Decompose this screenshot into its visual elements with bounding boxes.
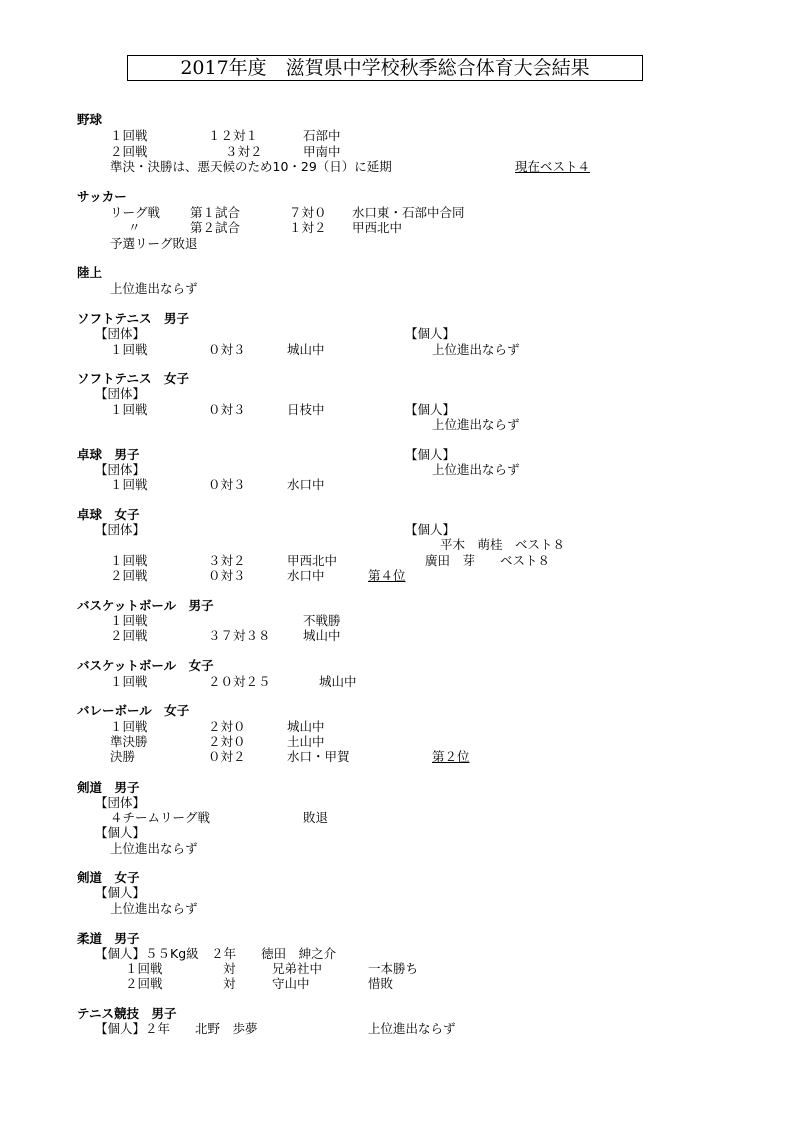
round-label: ２回戦 [110, 628, 148, 643]
section-heading-soft-tennis-girls: ソフトテニス 女子 [77, 371, 190, 386]
team-detail: ４チームリーグ戦 [110, 810, 211, 825]
round-label: １回戦 [110, 553, 148, 568]
round-label: １回戦 [110, 342, 148, 357]
round-label: ２回戦 [125, 976, 163, 991]
section-heading-kendo-boys: 剣道 男子 [77, 780, 140, 795]
score: ２０対２５ [208, 674, 271, 689]
score: ０対３ [208, 477, 246, 492]
team-label: 【団体】 [95, 386, 146, 401]
team-result: 敗退 [303, 810, 329, 825]
individual-result: 上位進出ならず [110, 901, 198, 916]
score: １２対１ [208, 128, 259, 143]
individual-label: 【個人】 [405, 447, 456, 462]
round-label: １回戦 [110, 477, 148, 492]
section-heading-basketball-boys: バスケットボール 男子 [77, 598, 214, 613]
opponent: 甲南中 [303, 144, 341, 159]
individual-result: 上位進出ならず [432, 342, 520, 357]
score: ３対２ [208, 553, 246, 568]
match-result: 惜敗 [368, 976, 394, 991]
game-label: 第２試合 [190, 220, 241, 235]
opponent: 城山中 [303, 628, 341, 643]
section-heading-soft-tennis-boys: ソフトテニス 男子 [77, 311, 190, 326]
round-label: １回戦 [110, 719, 148, 734]
score: ０対３ [208, 342, 246, 357]
versus: 対 [223, 976, 236, 991]
round-label: 準決勝 [110, 734, 148, 749]
round-label: １回戦 [110, 128, 148, 143]
individual-entry: 【個人】２年 北野 歩夢 [95, 1021, 258, 1036]
postponement-note: 準決・決勝は、悪天候のため10・29（日）に延期 [110, 159, 392, 174]
opponent: 水口・甲賀 [287, 749, 350, 764]
score: ２対０ [208, 734, 246, 749]
individual-result: 上位進出ならず [432, 417, 520, 432]
score: １対２ [289, 220, 327, 235]
section-heading-soccer: サッカー [77, 189, 127, 204]
round-label: ２回戦 [110, 144, 148, 159]
section-heading-tennis-boys: テニス競技 男子 [77, 1006, 177, 1021]
opponent: 甲西北中 [352, 220, 403, 235]
round-label: １回戦 [110, 674, 148, 689]
round-label: ２回戦 [110, 568, 148, 583]
section-heading-kendo-girls: 剣道 女子 [77, 870, 140, 885]
game-label: 第１試合 [190, 205, 241, 220]
individual-label: 【個人】 [405, 326, 456, 341]
opponent: 城山中 [287, 342, 325, 357]
section-heading-baseball: 野球 [77, 112, 103, 127]
section-heading-volleyball-girls: バレーボール 女子 [77, 703, 190, 718]
score: ０対２ [208, 749, 246, 764]
opponent: 城山中 [319, 674, 357, 689]
player-result: 廣田 芽 ベスト８ [425, 553, 551, 568]
opponent: 兄弟社中 [272, 961, 323, 976]
document-title: 2017年度 滋賀県中学校秋季総合体育大会結果 [127, 55, 643, 81]
opponent: 甲西北中 [287, 553, 338, 568]
individual-label: 【個人】 [95, 885, 146, 900]
individual-result: 上位進出ならず [432, 462, 520, 477]
round-label: 決勝 [110, 749, 136, 764]
section-heading-judo-boys: 柔道 男子 [77, 931, 140, 946]
opponent: 石部中 [303, 128, 341, 143]
score: 不戦勝 [303, 613, 341, 628]
round-label: １回戦 [110, 402, 148, 417]
score: ７対０ [289, 205, 327, 220]
player-result: 平木 萌桂 ベスト８ [440, 537, 566, 552]
team-label: 【団体】 [95, 326, 146, 341]
final-result: 上位進出ならず [110, 281, 198, 296]
section-heading-basketball-girls: バスケットボール 女子 [77, 658, 214, 673]
section-heading-table-tennis-boys: 卓球 男子 [77, 447, 140, 462]
versus: 対 [223, 961, 236, 976]
score: ０対３ [208, 402, 246, 417]
opponent: 水口東・石部中合同 [352, 205, 465, 220]
match-result: 一本勝ち [368, 961, 419, 976]
score: ３７対３８ [208, 628, 271, 643]
opponent: 水口中 [287, 477, 325, 492]
opponent: 水口中 [287, 568, 325, 583]
section-heading-track: 陸上 [77, 265, 103, 280]
final-result: 予選リーグ敗退 [110, 236, 198, 251]
final-result: 現在ベスト４ [515, 159, 591, 174]
score: ３対２ [225, 144, 263, 159]
individual-entry: 【個人】５５Kg級 ２年 徳田 紳之介 [95, 946, 337, 961]
score: ０対３ [208, 568, 246, 583]
round-label: １回戦 [110, 613, 148, 628]
round-label: １回戦 [125, 961, 163, 976]
team-label: 【団体】 [95, 795, 146, 810]
league-label: リーグ戦 [110, 205, 161, 220]
opponent: 城山中 [287, 719, 325, 734]
individual-label: 【個人】 [405, 402, 456, 417]
final-result: 第４位 [368, 568, 406, 583]
opponent: 日枝中 [287, 402, 325, 417]
team-label: 【団体】 [95, 522, 146, 537]
individual-result: 上位進出ならず [110, 841, 198, 856]
opponent: 土山中 [287, 734, 325, 749]
individual-label: 【個人】 [95, 825, 146, 840]
individual-label: 【個人】 [405, 522, 456, 537]
team-label: 【団体】 [95, 462, 146, 477]
score: ２対０ [208, 719, 246, 734]
section-heading-table-tennis-girls: 卓球 女子 [77, 507, 140, 522]
ditto-mark: 〃 [128, 220, 141, 235]
final-result: 第２位 [432, 749, 470, 764]
individual-result: 上位進出ならず [368, 1021, 456, 1036]
opponent: 守山中 [272, 976, 310, 991]
